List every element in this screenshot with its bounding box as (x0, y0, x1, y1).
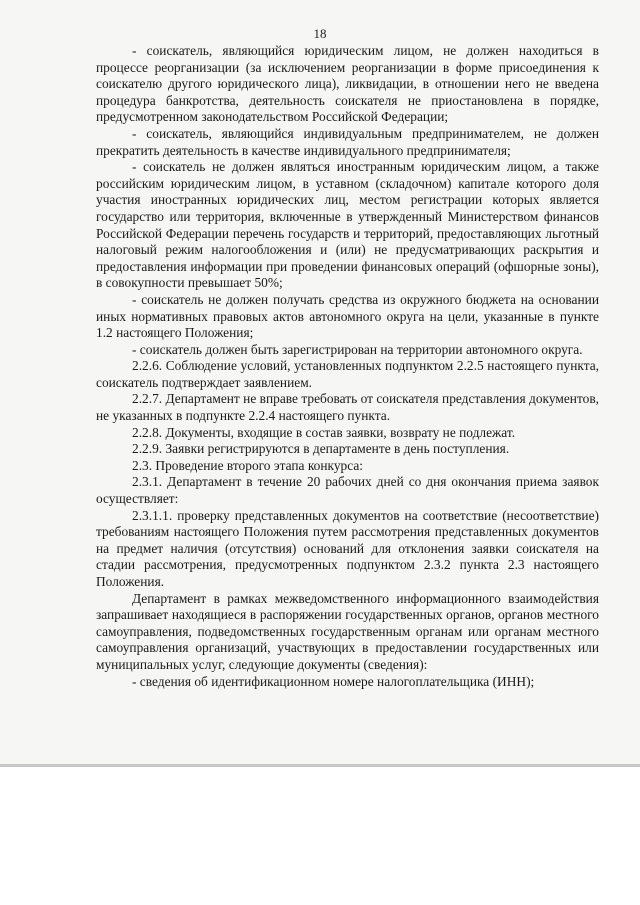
paragraph-registration-requirement: - соискатель должен быть зарегистрирован на территории автономного округа. (132, 341, 583, 357)
paragraph-2-3-1-1: 2.3.1.1. проверку представленных документов на соответствие (несоответствие) требованиям настоящего Положения путем рассмотрения представленных документов на предмет наличия (отсутствия) оснований для отклонения заявки соискателя на стадии рассмотрения, предусмотренных подпунктом 2.3.2 пункта 2.3 настоящего Положения. (96, 507, 599, 589)
paragraph-interagency-request: Департамент в рамках межведомственного информационного взаимодействия запрашивает находящиеся в распоряжении государственных органов, органов местного самоуправления, подведомственных государственным органам или органам местного самоуправления организаций, участвующих в предоставлении государственных или муниципальных услуг, следующие документы (сведения): (96, 590, 599, 672)
paragraph-2-2-7: 2.2.7. Департамент не вправе требовать от соискателя представления документов, не указанных в подпункте 2.2.4 настоящего пункта. (96, 391, 599, 424)
page-number: 18 (313, 26, 327, 41)
scan-bottom-edge (0, 764, 640, 767)
paragraph-budget-funds-requirement: - соискатель не должен получать средства из окружного бюджета на основании иных нормативных правовых актов автономного округа на цели, указанные в пункте 1.2 настоящего Положения; (96, 291, 599, 341)
paragraph-inn-item: - сведения об идентификационном номере налогоплательщика (ИНН); (132, 673, 535, 689)
paragraph-2-2-9: 2.2.9. Заявки регистрируются в департаменте в день поступления. (132, 441, 510, 457)
paragraph-foreign-entity-requirement: - соискатель не должен являться иностранным юридическим лицом, а также российским юридическим лицом, в уставном (складочном) капитале которого доля участия иностранных юридических лиц, местом регистрации которых является государство или территория, включенные в утвержденный Министерством финансов Российской Федерации перечень государств и территорий, предоставляющих льготный налоговый режим налогообложения и (или) не предусматривающих раскрытия и предоставления информации при проведении финансовых операций (офшорные зоны), в совокупности превышает 50%; (96, 159, 599, 291)
paragraph-entrepreneur-requirement: - соискатель, являющийся индивидуальным предпринимателем, не должен прекратить деятельность в качестве индивидуального предпринимателя; (96, 125, 599, 158)
paragraph-2-2-8: 2.2.8. Документы, входящие в состав заявки, возврату не подлежат. (132, 424, 516, 440)
paragraph-2-3-1: 2.3.1. Департамент в течение 20 рабочих дней со дня окончания приема заявок осуществляет: (96, 474, 599, 507)
paragraph-2-2-6: 2.2.6. Соблюдение условий, установленных подпунктом 2.2.5 настоящего пункта, соискатель подтверждает заявлением. (96, 358, 599, 390)
paragraph-legal-entity-requirement: - соискатель, являющийся юридическим лицом, не должен находиться в процессе реорганизации (за исключением реорганизации в форме присоединения к соискателю другого юридического лица), ликвидации, в отношении него не введена процедура банкротства, деятельность соискателя не приостановлена в порядке, предусмотренном законодательством Российской Федерации; (96, 43, 599, 125)
paragraph-2-3: 2.3. Проведение второго этапа конкурса: (132, 457, 363, 473)
document-body (96, 43, 599, 690)
